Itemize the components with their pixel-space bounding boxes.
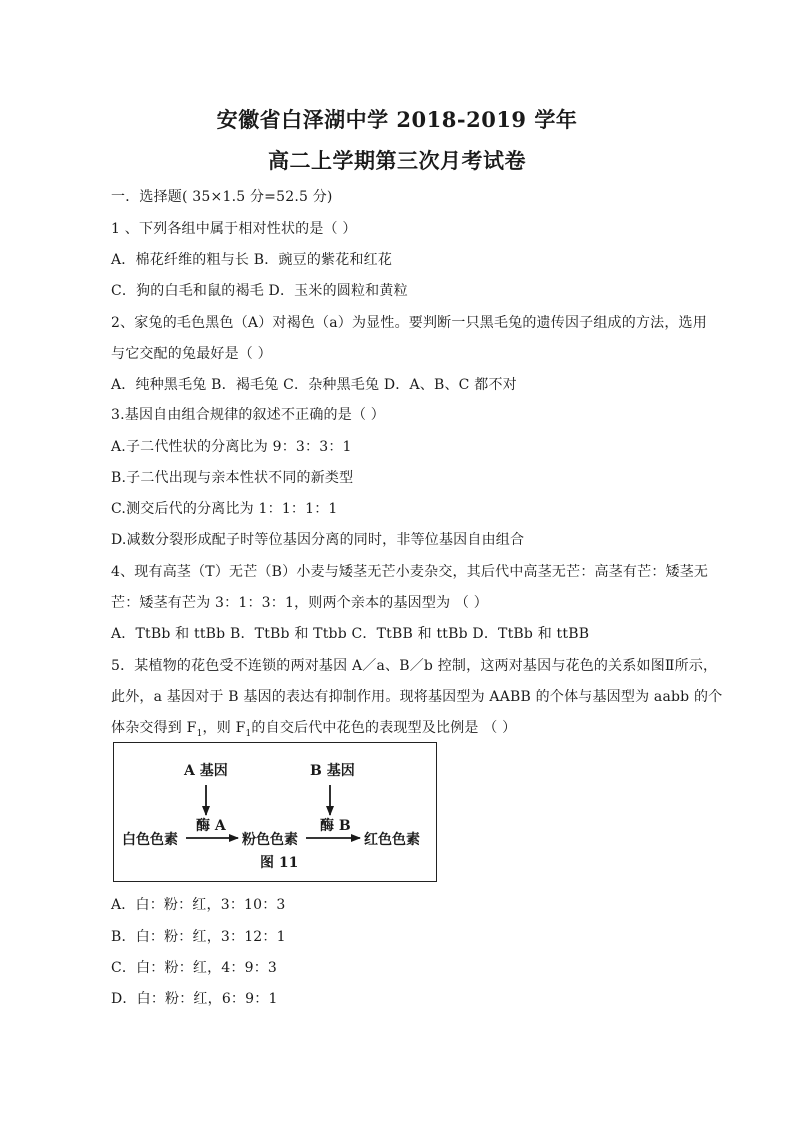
question-5-option-a: A．白：粉：红，3：10：3 bbox=[111, 897, 286, 913]
question-5-option-b: B．白：粉：红，3：12：1 bbox=[111, 929, 286, 945]
pathway-diagram bbox=[114, 743, 435, 880]
question-5-stem-cont2 bbox=[111, 717, 516, 739]
question-1-options-row1: A．棉花纤维的粗与长 B．豌豆的紫花和红花 bbox=[111, 252, 393, 268]
question-4-stem-cont: 芒：矮茎有芒为 3：1：3：1，则两个亲本的基因型为 （ ） bbox=[111, 595, 488, 611]
question-5-option-d: D．白：粉：红，6：9：1 bbox=[111, 991, 278, 1007]
pathway-figure bbox=[113, 742, 437, 882]
gene-a-label: A 基因 bbox=[184, 763, 228, 779]
question-3-stem: 3.基因自由组合规律的叙述不正确的是（ ） bbox=[111, 407, 386, 423]
f1-subscript: 1 bbox=[245, 728, 252, 739]
question-3-option-b: B.子二代出现与亲本性状不同的新类型 bbox=[111, 470, 354, 486]
question-2-options: A．纯种黑毛兔 B．褐毛兔 C．杂种黑毛兔 D．A、B、C 都不对 bbox=[111, 377, 517, 393]
question-2-stem-cont: 与它交配的兔最好是（ ） bbox=[111, 346, 272, 362]
stem3-pre: 体杂交得到 F bbox=[111, 720, 197, 736]
figure-caption: 图 11 bbox=[260, 855, 299, 871]
stem3-mid: ，则 F bbox=[202, 720, 246, 736]
question-2-stem: 2、家兔的毛色黑色（A）对褐色（a）为显性。要判断一只黑毛兔的遗传因子组成的方法，选用 bbox=[111, 315, 707, 331]
page-title-exam: 高二上学期第三次月考试卷 bbox=[268, 148, 526, 173]
page-title-school: 安徽省白泽湖中学 2018-2019 学年 bbox=[216, 107, 578, 132]
white-pigment-label: 白色色素 bbox=[122, 832, 178, 848]
question-4-stem: 4、现有高茎（T）无芒（B）小麦与矮茎无芒小麦杂交，其后代中高茎无芒：高茎有芒：矮茎无 bbox=[111, 564, 709, 580]
question-3-option-c: C.测交后代的分离比为 1：1：1：1 bbox=[111, 501, 338, 517]
question-5-option-c: C．白：粉：红，4：9：3 bbox=[111, 960, 278, 976]
pink-pigment-label: 粉色色素 bbox=[242, 832, 298, 848]
question-1-options-row2: C．狗的白毛和鼠的褐毛 D．玉米的圆粒和黄粒 bbox=[111, 283, 408, 299]
question-5-stem-cont: 此外，a 基因对于 B 基因的表达有抑制作用。现将基因型为 AABB 的个体与基因型为 aabb 的个 bbox=[111, 689, 723, 705]
question-1-stem: 1 、下列各组中属于相对性状的是（ ） bbox=[111, 221, 357, 237]
f1-subscript: 1 bbox=[196, 728, 203, 739]
question-5-stem: 5．某植物的花色受不连锁的两对基因 A／a、B／b 控制，这两对基因与花色的关系如图Ⅱ所示， bbox=[111, 658, 718, 674]
question-3-option-d: D.减数分裂形成配子时等位基因分离的同时，非等位基因自由组合 bbox=[111, 532, 525, 548]
question-3-option-a: A.子二代性状的分离比为 9：3：3：1 bbox=[111, 439, 352, 455]
stem3-post: 的自交后代中花色的表现型及比例是 （ ） bbox=[251, 720, 517, 736]
question-4-options: A．TtBb 和 ttBb B．TtBb 和 Ttbb C．TtBB 和 ttBb D．TtBb 和 ttBB bbox=[111, 626, 590, 642]
section-heading: 一．选择题( 35×1.5 分=52.5 分) bbox=[111, 189, 333, 205]
red-pigment-label: 红色色素 bbox=[364, 832, 420, 848]
gene-b-label: B 基因 bbox=[310, 763, 355, 779]
enzyme-a-label: 酶 A bbox=[196, 818, 226, 834]
enzyme-b-label: 酶 B bbox=[320, 818, 351, 834]
